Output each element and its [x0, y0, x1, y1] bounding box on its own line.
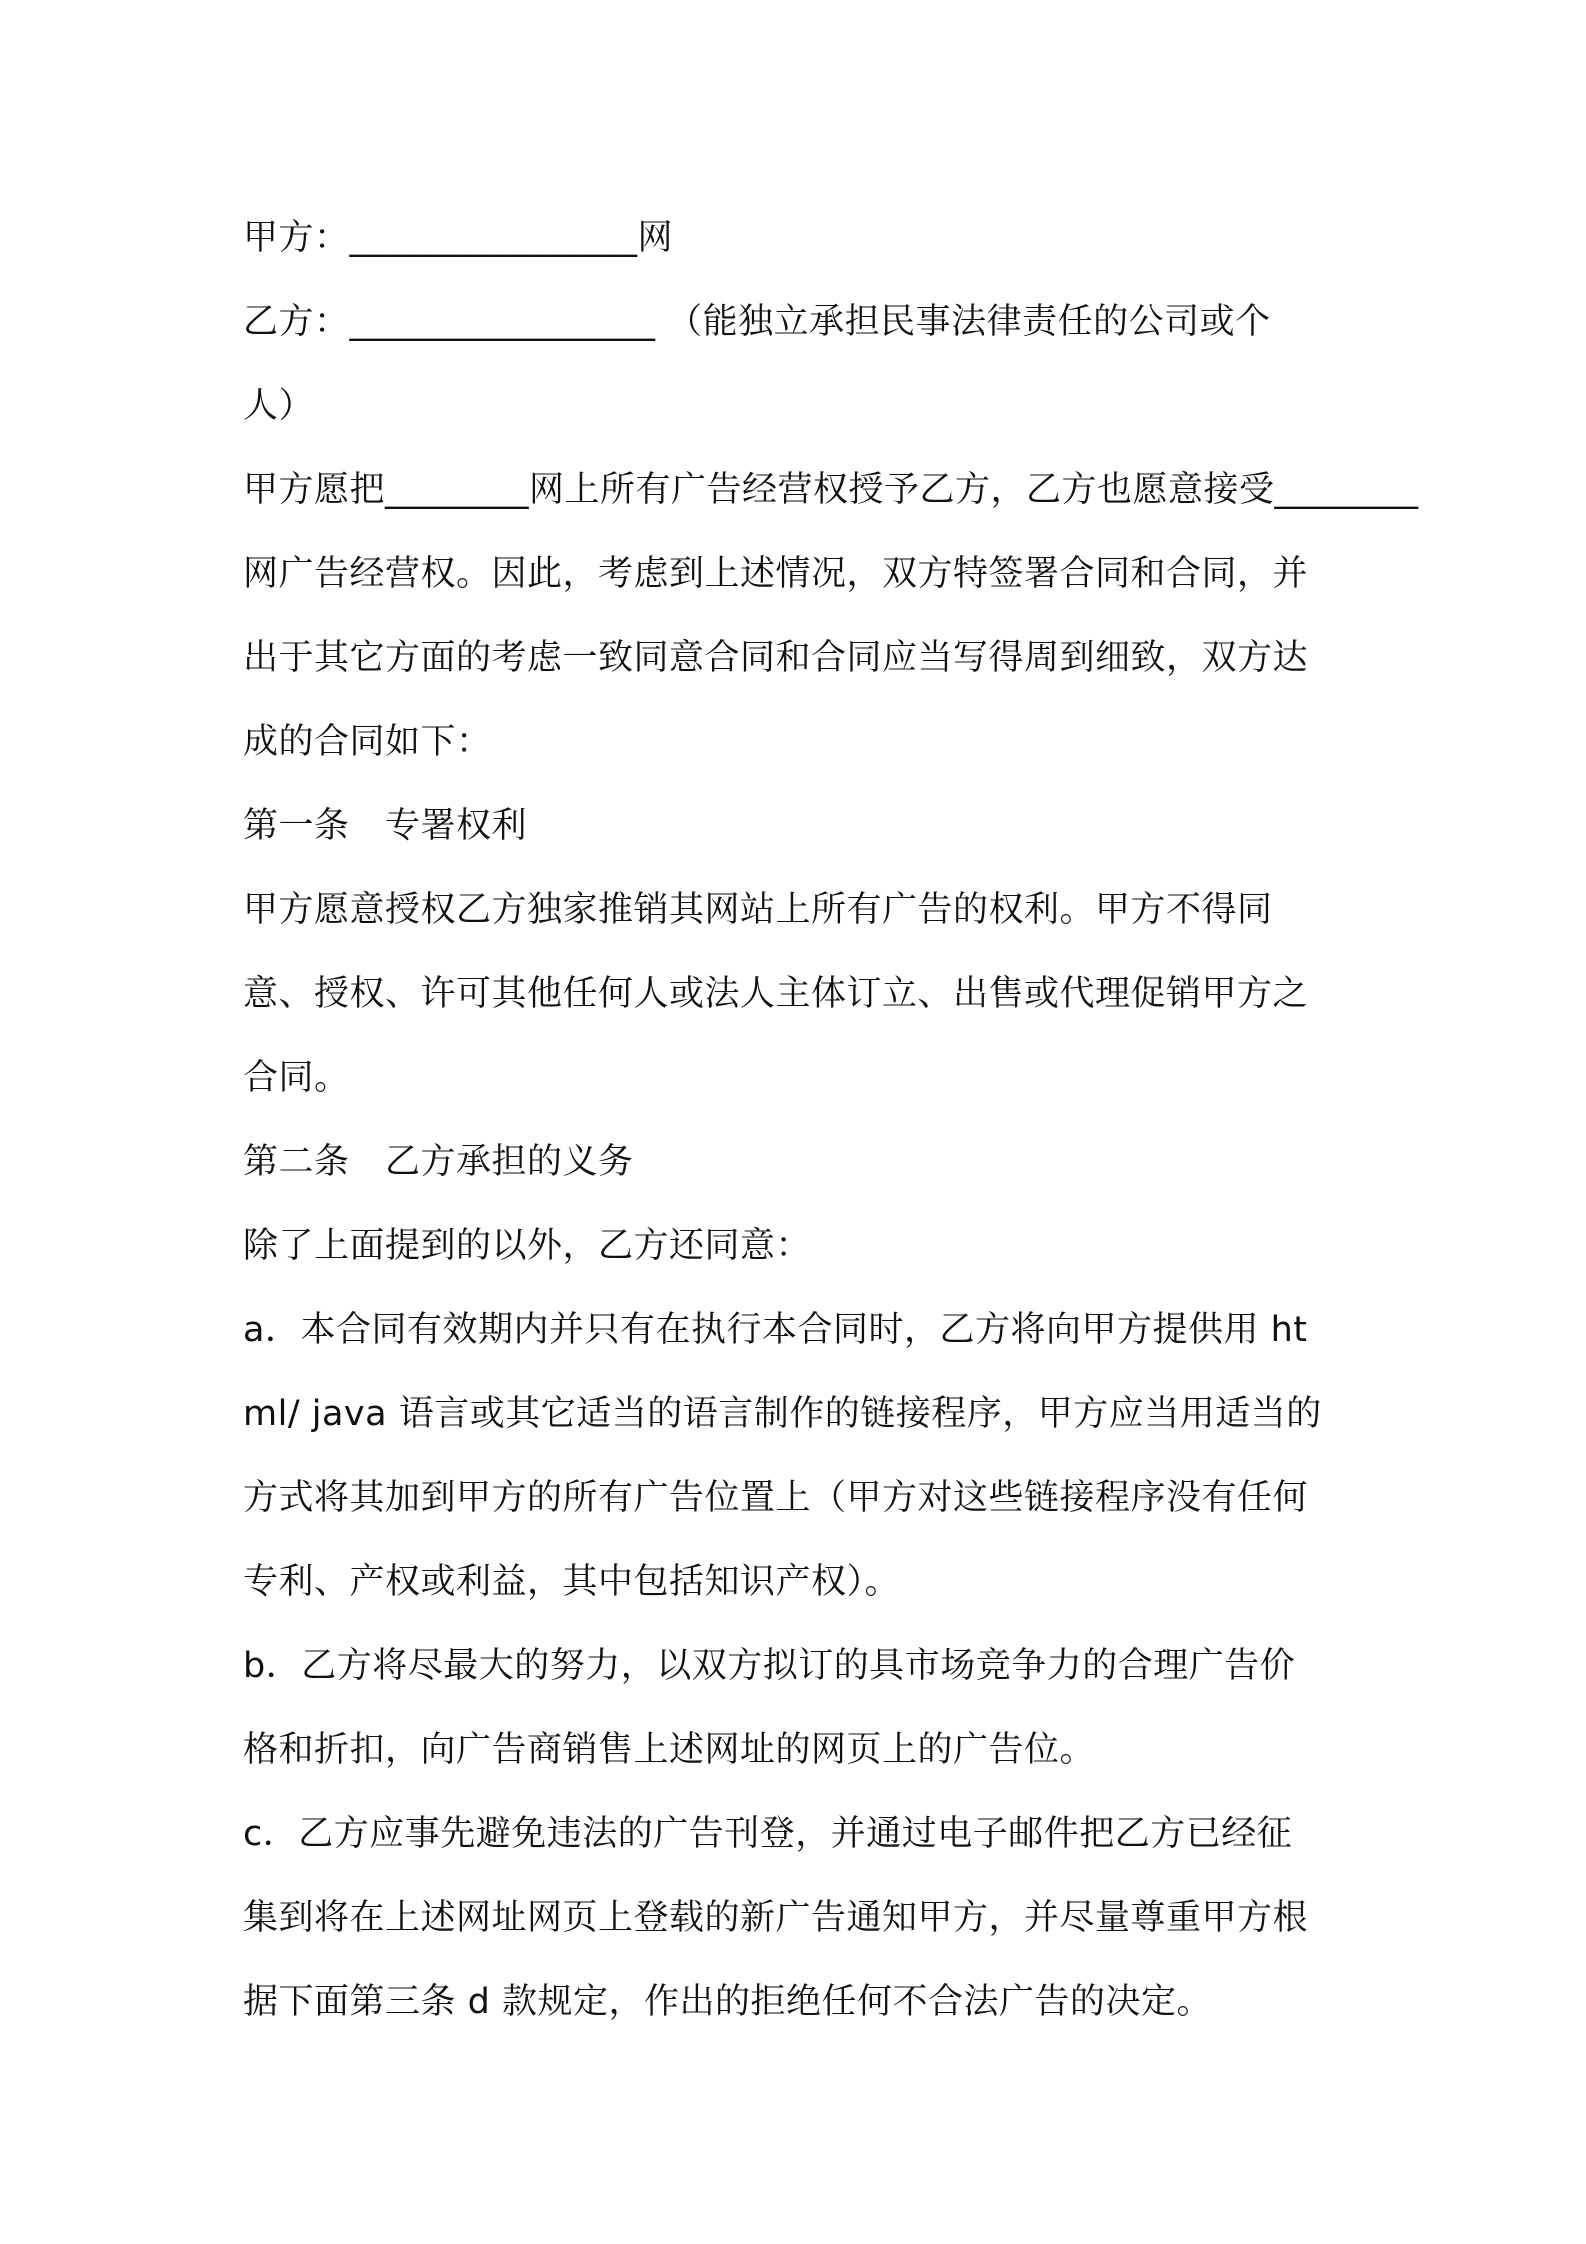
party-a-line: 甲方：________________网	[243, 218, 674, 258]
article-1-heading: 第一条 专署权利	[243, 806, 528, 846]
article-1-text: 意、授权、许可其他任何人或法人主体订立、出售或代理促销甲方之	[243, 974, 1309, 1014]
preamble-line: 网广告经营权。因此，考虑到上述情况，双方特签署合同和合同，并	[243, 554, 1309, 594]
article-2-heading: 第二条 乙方承担的义务	[243, 1142, 634, 1182]
party-b-line: 乙方：_________________ （能独立承担民事法律责任的公司或个	[243, 302, 1271, 342]
clause-a-text: ml/ java 语言或其它适当的语言制作的链接程序，甲方应当用适当的	[243, 1394, 1322, 1434]
preamble-line: 出于其它方面的考虑一致同意合同和合同应当写得周到细致，双方达	[243, 638, 1309, 678]
article-1-text: 甲方愿意授权乙方独家推销其网站上所有广告的权利。甲方不得同	[243, 890, 1273, 930]
clause-c-text: 据下面第三条 d 款规定，作出的拒绝任何不合法广告的决定。	[243, 1982, 1212, 2022]
preamble-line: 成的合同如下：	[243, 722, 492, 762]
clause-b-text: b．乙方将尽最大的努力，以双方拟订的具市场竞争力的合理广告价	[243, 1646, 1296, 1686]
clause-a-text: 方式将其加到甲方的所有广告位置上（甲方对这些链接程序没有任何	[243, 1478, 1309, 1518]
party-b-line-cont: 人）	[243, 386, 315, 426]
clause-b-text: 格和折扣，向广告商销售上述网址的网页上的广告位。	[243, 1730, 1096, 1770]
document-body	[243, 196, 1533, 2044]
article-2-intro: 除了上面提到的以外，乙方还同意：	[243, 1226, 812, 1266]
clause-a-text: 专利、产权或利益，其中包括知识产权）。	[243, 1562, 901, 1602]
preamble-line: 甲方愿把________网上所有广告经营权授予乙方，乙方也愿意接受________	[243, 470, 1419, 510]
clause-c-text: 集到将在上述网址网页上登载的新广告通知甲方，并尽量尊重甲方根	[243, 1898, 1309, 1938]
clause-c-text: c．乙方应事先避免违法的广告刊登，并通过电子邮件把乙方已经征	[243, 1814, 1293, 1854]
clause-a-text: a．本合同有效期内并只有在执行本合同时，乙方将向甲方提供用 ht	[243, 1310, 1308, 1350]
article-1-text: 合同。	[243, 1058, 350, 1098]
